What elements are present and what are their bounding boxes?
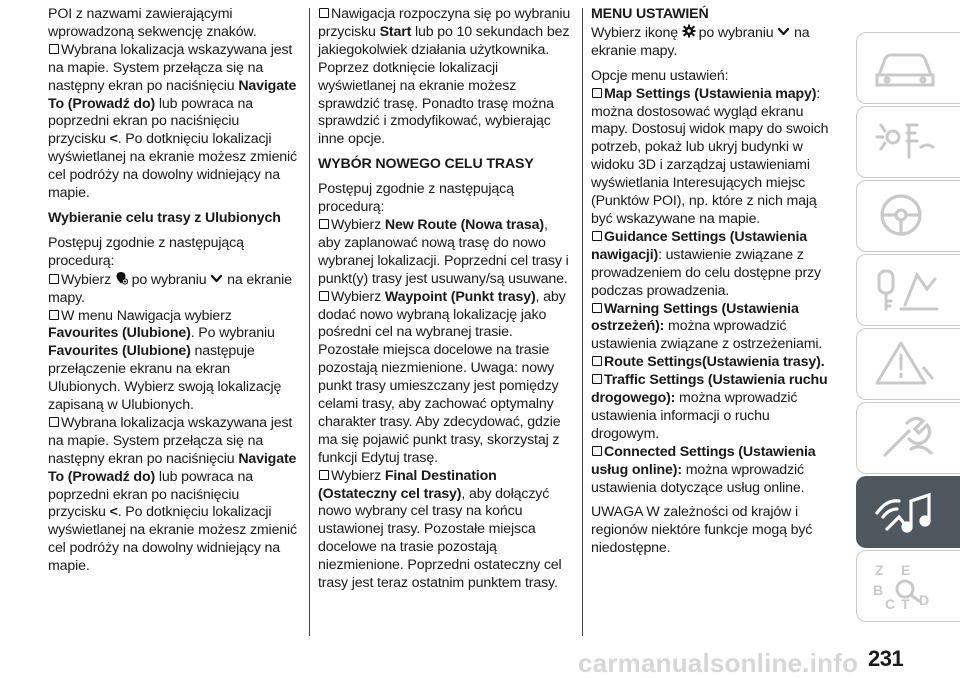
key-icon bbox=[871, 265, 947, 317]
section-heading: WYBÓR NOWEGO CELU TRASY bbox=[318, 156, 534, 173]
bullet-paragraph: Connected Settings (Ustawienia usług online): można wprowadzić ustawienia dotyczące usług online. bbox=[591, 443, 816, 496]
wrench-icon bbox=[871, 413, 947, 465]
tab-dashboard-lights[interactable] bbox=[856, 106, 960, 178]
bullet-paragraph: Guidance Settings (Ustawienia nawigacji): ustawienie związane z prowadzeniem do celu dostępne przy podczas prowadzenia. bbox=[591, 228, 821, 299]
checkbox-bullet-icon bbox=[319, 219, 329, 229]
column-3 bbox=[591, 6, 841, 558]
checkbox-bullet-icon bbox=[49, 310, 59, 320]
bullet-paragraph: Traffic Settings (Ustawienia ruchu drogowego): można wprowadzić ustawienia informacji o ruchu drogowym. bbox=[591, 372, 828, 442]
svg-text:T: T bbox=[901, 596, 910, 612]
svg-text:Z: Z bbox=[875, 562, 884, 578]
checkbox-bullet-icon bbox=[49, 44, 59, 54]
chevron-down-icon bbox=[777, 24, 790, 38]
paragraph: Postępuj zgodnie z następującą procedurą: bbox=[318, 181, 514, 216]
bullet-paragraph: Wybierz Final Destination (Ostateczny cel trasy), aby dołączyć nowo wybrany cel trasy na końcu ustawionej trasy. Pozostałe miejsca docelowe na trasie pozostają niezmienione. Poprzedni ostateczny cel trasy jest teraz ostatnim punktem trasy. bbox=[318, 467, 562, 592]
bullet-paragraph: Wybrana lokalizacja wskazywana jest na mapie. System przełącza się na następny ekran po naciśnięciu Navigate To (Prowadź do) lub powraca na poprzedni ekran po naciśnięciu przycisku <. Po dotknięciu lokalizacji wyświetlanej na ekranie możesz zmienić cel podróży na dowolny widniejący na mapie. bbox=[48, 41, 297, 202]
bullet-paragraph: Nawigacja rozpoczyna się po wybraniu przycisku Start lub po 10 sekundach bez jakiegokolwiek działania użytkownika. Poprzez dotknięcie lokalizacji wyświetlanej na ekranie możesz sprawdzić trasę. Ponadto trasę można sprawdzić i zmodyfikować, wybierając inne opcje. bbox=[318, 6, 571, 148]
chevron-down-icon bbox=[210, 271, 223, 285]
section-heading: Wybieranie celu trasy z Ulubionych bbox=[48, 209, 281, 226]
section-heading: MENU USTAWIEŃ bbox=[591, 6, 709, 22]
steering-wheel-icon bbox=[871, 191, 947, 243]
chapter-index-tabs bbox=[856, 0, 960, 678]
tab-vehicle-info[interactable] bbox=[856, 32, 960, 104]
svg-text:E: E bbox=[901, 562, 911, 578]
bullet-paragraph: Map Settings (Ustawienia mapy): można dostosować wygląd ekranu mapy. Dostosuj widok mapy do swoich potrzeb, pokaż lub ukryj budynki w widoku 3D i zarządzaj ustawieniami wyświetlania Interesujących miejsc (Punktów POI), np. które z nich mają być wskazywane na mapie. bbox=[591, 85, 829, 227]
car-front-icon bbox=[871, 43, 947, 95]
column-divider bbox=[309, 8, 310, 636]
checkbox-bullet-icon bbox=[49, 274, 59, 284]
column-divider bbox=[582, 8, 583, 636]
checkbox-bullet-icon bbox=[592, 356, 602, 366]
tab-starting-driving[interactable] bbox=[856, 254, 960, 326]
tab-emergency[interactable] bbox=[856, 328, 960, 400]
checkbox-bullet-icon bbox=[49, 417, 59, 427]
bullet-paragraph: Wybierz Waypoint (Punkt trasy), aby dodać nowo wybraną lokalizację jako pośredni cel na wybranej trasie. Pozostałe miejsca docelowe na trasie pozostają niezmienione. Uwaga: nowy punkt trasy umieszczany jest pomiędzy celami trasy, aby zachować optymalny charakter trasy. Aby zdecydować, gdzie ma się pojawić punkt trasy, skorzystaj z funkcji Edytuj trasę. bbox=[318, 288, 566, 466]
paragraph: Wybierz ikonę po wybraniu na ekranie mapy. bbox=[591, 24, 810, 59]
svg-text:B: B bbox=[873, 582, 884, 598]
watermark: carmanualsonline.info bbox=[578, 648, 859, 678]
tab-multimedia[interactable] bbox=[856, 476, 960, 548]
checkbox-bullet-icon bbox=[592, 303, 602, 313]
checkbox-bullet-icon bbox=[319, 291, 329, 301]
tab-maintenance[interactable] bbox=[856, 402, 960, 474]
bullet-paragraph: Route Settings(Ustawienia trasy). bbox=[591, 354, 841, 372]
tab-safety[interactable] bbox=[856, 180, 960, 252]
multimedia-music-icon bbox=[871, 487, 947, 539]
checkbox-bullet-icon bbox=[592, 88, 602, 98]
tab-index[interactable] bbox=[856, 550, 960, 622]
paragraph: Postępuj zgodnie z następującą procedurą: bbox=[48, 234, 244, 269]
warning-triangle-icon bbox=[871, 339, 947, 391]
bullet-paragraph: Wybierz New Route (Nowa trasa), aby zaplanować nową trasę do nowo wybranej lokalizacji. Poprzedni cel trasy i punkt(y) trasy jest usuwany/są usuwane. bbox=[318, 216, 569, 287]
column-2 bbox=[318, 6, 572, 593]
paragraph: POI z nazwami zawierającymi wprowadzoną sekwencję znaków. bbox=[48, 6, 257, 40]
gear-icon bbox=[682, 24, 695, 38]
checkbox-bullet-icon bbox=[319, 8, 329, 18]
bullet-paragraph: W menu Nawigacja wybierz Favourites (Ulubione). Po wybraniu Favourites (Ulubione) następuje przełączenie ekranu na ekran Ulubionych. Wybierz swoją lokalizację zapisaną w Ulubionych. bbox=[48, 307, 282, 414]
checkbox-bullet-icon bbox=[592, 446, 602, 456]
bullet-paragraph: Wybierz po wybraniu na ekranie mapy. bbox=[48, 271, 292, 306]
warning-lights-icon bbox=[871, 117, 947, 169]
page-number: 231 bbox=[868, 646, 904, 671]
paragraph: Opcje menu ustawień: bbox=[591, 67, 729, 84]
alphabet-index-icon bbox=[871, 561, 947, 613]
svg-text:D: D bbox=[919, 592, 930, 608]
column-1 bbox=[48, 6, 300, 576]
checkbox-bullet-icon bbox=[319, 470, 329, 480]
note-paragraph: UWAGA W zależności od krajów i regionów niektóre funkcje mogą być niedostępne. bbox=[591, 504, 813, 557]
checkbox-bullet-icon bbox=[592, 231, 602, 241]
bullet-paragraph: Wybrana lokalizacja wskazywana jest na mapie. System przełącza się na następny ekran po naciśnięciu Navigate To (Prowadź do) lub powraca na poprzedni ekran po naciśnięciu przycisku <. Po dotknięciu lokalizacji wyświetlanej na ekranie możesz zmienić cel podróży na dowolny widniejący na mapie. bbox=[48, 414, 297, 575]
svg-text:C: C bbox=[885, 596, 896, 612]
checkbox-bullet-icon bbox=[592, 374, 602, 384]
nav-destination-icon bbox=[115, 271, 128, 285]
bullet-paragraph: Warning Settings (Ustawienia ostrzeżeń): można wprowadzić ustawienia związane z ostrzeżeniami. bbox=[591, 300, 823, 353]
